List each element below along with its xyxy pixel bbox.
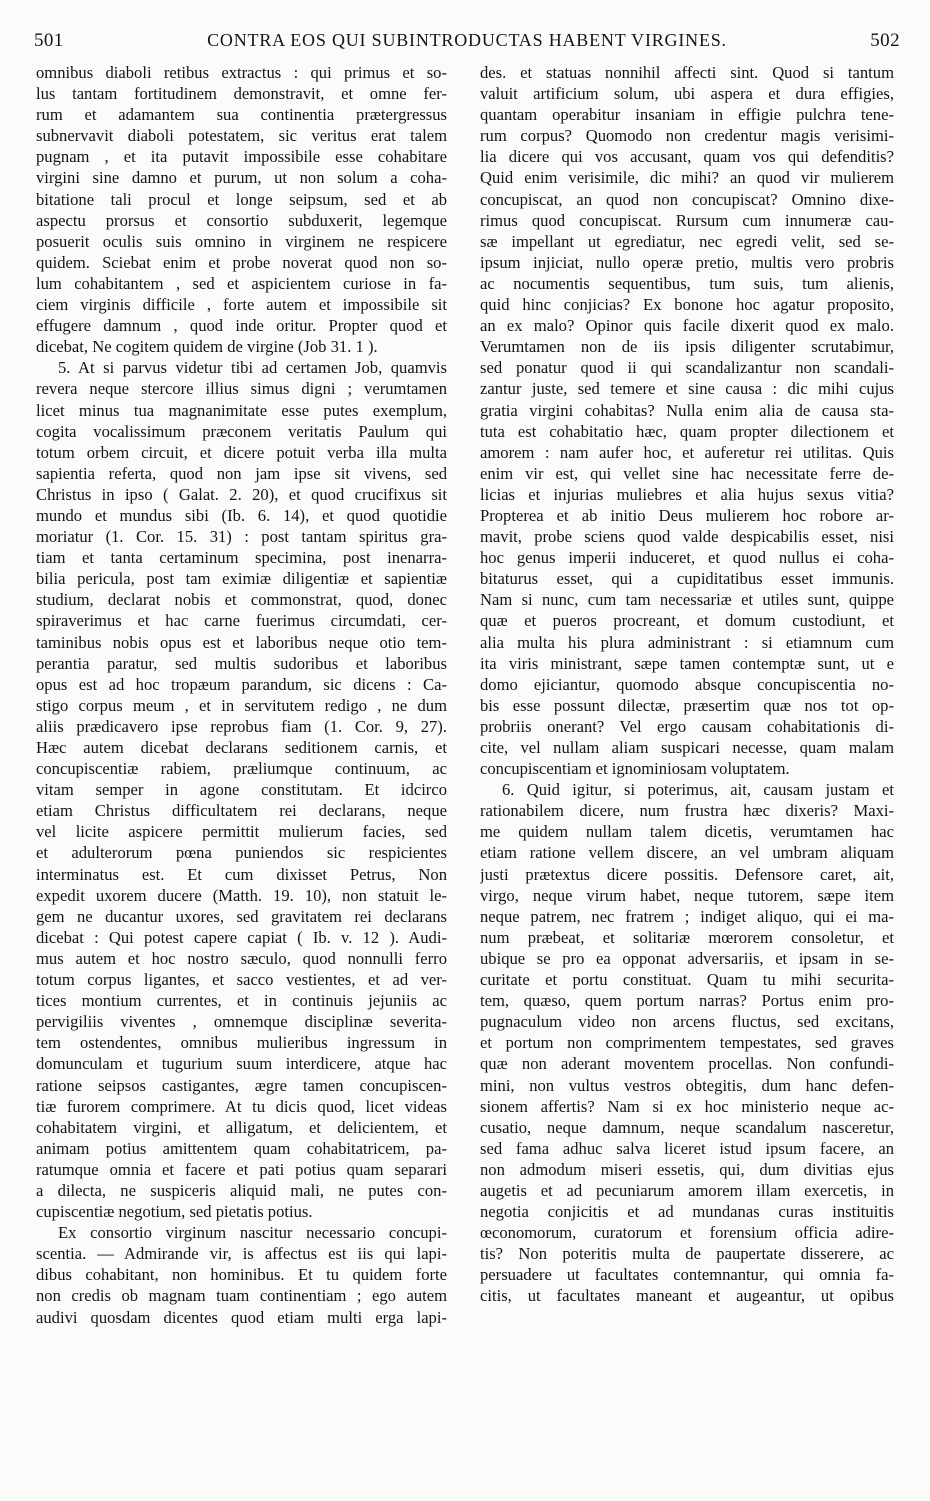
text-line: sapientia referta, quod non jam ipse sit vivens, sed: [36, 463, 447, 483]
text-line: aliis prædicavero ipse reprobus fiam (1. Cor. 9, 27).: [36, 716, 447, 736]
text-line: Christus in ipso ( Galat. 2. 20), et quod crucifixus sit: [36, 484, 447, 504]
text-line: taminibus nobis opus est et laboribus neque otio tem-: [36, 632, 447, 652]
text-line: citis, ut facultates maneant et augeantur, ut opibus: [480, 1286, 894, 1306]
text-line: sæ impellant ut egrediatur, nec egredi velit, sed se-: [480, 231, 894, 251]
text-line: audivi quosdam dicentes quod etiam multi erga lapi-: [36, 1307, 447, 1327]
text-line: tem ostendentes, omnibus mulieribus ingressum in: [36, 1033, 447, 1053]
text-line: bis esse possunt dilectæ, præsertim quæ nos tot op-: [480, 695, 894, 715]
text-line: valuit artificium solum, ubi aspera et dura effigies,: [480, 84, 894, 104]
text-line: tices montium currentes, et in continuis jejuniis ac: [36, 991, 447, 1011]
text-line: virgini sine damno et purum, ut non solum a coha-: [36, 168, 447, 188]
text-line: tem, quæso, quem portum narras? Portus enim pro-: [480, 991, 894, 1011]
text-line: curitate et portu constituat. Quam tu mihi securita-: [480, 970, 894, 990]
text-line: ac nocumentis sequentibus, tum suis, tum alienis,: [480, 273, 894, 293]
text-line: posuerit oculis suis omnino in virginem ne respicere: [36, 231, 447, 251]
text-line: sed ponatur quod ii qui scandalizantur non scandali-: [480, 358, 894, 378]
text-line: lus tantam fortitudinem demonstravit, et omne fer-: [36, 84, 447, 104]
text-line: bitaturus esset, qui a cupiditatibus esset immunis.: [480, 569, 894, 589]
text-line: zantur juste, sed temere et sine causa : dic mihi cujus: [480, 379, 894, 399]
text-line: licias et injurias muliebres et alia hujus sexus vitia?: [480, 484, 894, 504]
text-line: a dilecta, ne suspiceris aliquid mali, ne putes con-: [36, 1180, 447, 1200]
text-line: opus est ad hoc tropæum parandum, sic dicens : Ca-: [36, 674, 447, 694]
text-line: scentia. — Admirande vir, is affectus est iis qui lapi-: [36, 1244, 447, 1264]
running-header: [34, 30, 900, 60]
text-line: Hæc autem dicebat declarans seditionem carnis, et: [36, 738, 447, 757]
text-line: dibus cohabitant, non hominibus. Et tu quidem forte: [36, 1265, 447, 1285]
text-line: an ex malo? Opinor quis facile dixerit quod ex malo.: [480, 316, 894, 336]
text-line: augetis et ad pecuniarum amorem illam exercetis, in: [480, 1180, 894, 1200]
text-line: stigo corpus meum , et in servitutem redigo , ne dum: [36, 695, 447, 715]
text-line: gem ne ducantur uxores, sed gravitatem rei declarans: [36, 906, 447, 926]
text-line: animam potius amittentem quam cohabitatricem, pa-: [36, 1138, 447, 1158]
text-line: licet minus tua magnanimitate esse putes exemplum,: [36, 400, 447, 420]
text-line: bilia pericula, post tam eximiæ diligentiæ et sapientiæ: [36, 569, 447, 589]
text-line: mundo et mundus sibi (Ib. 6. 14), et quod quotidie: [36, 505, 447, 525]
text-line: domunculam et tugurium suum interdicere, atque hac: [36, 1054, 447, 1074]
text-line: hoc genus imperii induceret, et quod nullus ei coha-: [480, 548, 894, 568]
text-line: dicebat, Ne cogitem quidem de virgine (Job 31. 1 ).: [36, 337, 378, 357]
text-line: subnervavit diaboli potestatem, sic veritus erat talem: [36, 126, 447, 146]
text-line: perantia paratur, sed multis sudoribus et laboribus: [36, 653, 447, 673]
text-line: concupiscentiæ rabiem, præliumque continuum, ac: [36, 759, 447, 779]
text-line: ipsum injiciat, nullo operæ pretio, multis vero probris: [480, 252, 894, 272]
text-line: justi prætextus dicere possitis. Defensore caret, ait,: [480, 864, 894, 884]
text-line: interminatus est. Et cum dixisset Petrus, Non: [36, 864, 447, 884]
text-line: dicebat : Qui potest capere capiat ( Ib. v. 12 ). Audi-: [36, 927, 447, 947]
text-line: Nam si nunc, cum tam necessariæ et utiles sunt, quippe: [480, 590, 894, 610]
text-line: spiraverimus et hac carne fuerimus circumdati, cer-: [36, 611, 447, 631]
text-line: expedit uxorem ducere (Matth. 19. 10), non statuit le-: [36, 885, 447, 905]
text-line: concupiscentiam et ignominiosam voluptatem.: [480, 759, 790, 779]
text-line: non credis ob magnam tuam continentiam ; ego autem: [36, 1286, 447, 1306]
text-line: Quid enim verisimile, dic mihi? an quod vir mulierem: [480, 168, 894, 188]
text-line: etiam Christus difficultatem rei declarans, neque: [36, 801, 447, 821]
text-line: quæ non aderant moventem procellas. Non confundi-: [480, 1054, 894, 1074]
page-number-right: 502: [870, 30, 900, 51]
left-text-column: [36, 62, 447, 1328]
text-line: rimus quod concupiscat. Rursum cum innumeræ cau-: [480, 210, 894, 230]
text-line: neque patrem, nec fratrem ; indiget aliquo, qui ei ma-: [480, 906, 894, 926]
text-line: Propterea et ab initio Deus mulierem hoc robore ar-: [480, 505, 894, 525]
text-line: cogita vocalissimum præconem veritatis Paulum qui: [36, 421, 447, 441]
text-line: 5. At si parvus videtur tibi ad certamen Job, quamvis: [58, 358, 447, 378]
text-line: cusatio, neque damnum, neque scandalum nasceretur,: [480, 1117, 894, 1137]
text-line: œconomorum, curatorum et forensium officia adire-: [480, 1223, 894, 1243]
text-line: cupiscentiæ negotium, sed pietatis potius.: [36, 1202, 313, 1222]
text-line: ratione seipsos castigantes, ægre tamen concupiscen-: [36, 1075, 447, 1095]
text-line: tiam et tanta certaminum specimina, post inenarra-: [36, 548, 447, 568]
text-line: quæ et pueros procreant, et domum custodiunt, et: [480, 611, 894, 631]
text-line: tis? Non poteritis multa de paupertate disserere, ac: [480, 1244, 894, 1264]
text-line: pervigiliis viventes , omnemque disciplinæ severita-: [36, 1012, 447, 1032]
text-line: mavit, probe sciens quod valde despicabilis esset, nisi: [480, 527, 894, 547]
text-line: me quidem nullam talem dicetis, verumtamen hac: [480, 822, 894, 842]
text-line: tiæ furorem comprimere. At tu dicis quod, licet videas: [36, 1096, 447, 1116]
text-line: ratumque omnia et facere et pati potius quam separari: [36, 1159, 447, 1179]
text-line: et portum non comprimentem tempestates, sed graves: [480, 1033, 894, 1053]
text-line: quantam operabitur insaniam in effigie pulchra tene-: [480, 105, 894, 125]
text-line: 6. Quid igitur, si poterimus, ait, causam justam et: [502, 780, 894, 800]
text-line: lia dicere qui vos accusant, quam vos qui defenditis?: [480, 147, 894, 167]
text-line: persuadere ut facultates contemnantur, qui omnia fa-: [480, 1265, 894, 1285]
text-line: ciem virginis difficile , forte autem et impossibile sit: [36, 295, 447, 315]
text-line: rum corpus? Quomodo non credentur magis verisimi-: [480, 126, 894, 146]
text-line: etiam ratione vellem discere, an vel umbram aliquam: [480, 843, 894, 863]
text-line: moriatur (1. Cor. 15. 31) : post tantam spiritus gra-: [36, 527, 447, 547]
text-line: sed fama adhuc salva liceret istud ipsum facere, an: [480, 1138, 894, 1158]
running-title: CONTRA EOS QUI SUBINTRODUCTAS HABENT VIRGINES.: [207, 30, 727, 50]
text-line: lum cohabitantem , sed et aspicientem curiose in fa-: [36, 273, 447, 293]
text-line: enim vir est, qui vellet sine hac necessitate ferre de-: [480, 463, 894, 483]
page-number-left: 501: [34, 30, 64, 51]
text-line: alia multa his plura administrant : si etiamnum cum: [480, 632, 894, 652]
text-line: des. et statuas nonnihil affecti sint. Quod si tantum: [480, 63, 894, 82]
text-line: totum corpus ligantes, et sacco vestientes, et ad ver-: [36, 970, 447, 990]
text-line: tuta est cohabitatio hæc, quam propter dilectionem et: [480, 421, 894, 441]
text-line: vel licite aspicere permittit mulierum facies, sed: [36, 822, 447, 842]
text-line: pugnam , et ita putavit impossibile esse cohabitare: [36, 147, 447, 167]
text-line: ita viris ministrant, sæpe tamen contemptæ sunt, ut e: [480, 653, 894, 673]
right-text-column: [480, 62, 894, 1307]
text-line: aspectu prorsus et consortio subduxerit, legemque: [36, 210, 447, 230]
text-line: rationabilem dicere, num frustra hæc dixeris? Maxi-: [480, 801, 894, 821]
text-line: quidem. Sciebat enim et probe noverat quod non so-: [36, 252, 447, 272]
text-line: concupiscat, an quod non concupiscat? Omnino dixe-: [480, 189, 894, 209]
text-line: gratia virgini cohabitas? Nulla enim alia de causa sta-: [480, 400, 894, 420]
text-line: omnibus diaboli retibus extractus : qui primus et so-: [36, 63, 447, 82]
text-line: mini, non vultus vestros obtegitis, dum hanc defen-: [480, 1075, 894, 1095]
text-line: Verumtamen non de iis ipsis diligenter scrutabimur,: [480, 337, 894, 357]
text-line: negotia conjicitis et ad mundanas curas instituitis: [480, 1202, 894, 1222]
text-line: et adulterorum pœna puniendos sic respicientes: [36, 843, 447, 863]
text-line: Ex consortio virginum nascitur necessario concupi-: [58, 1223, 447, 1243]
text-line: vitam semper in agone constitutam. Et idcirco: [36, 780, 447, 800]
text-line: sionem affertis? Nam si ex hoc ministerio neque ac-: [480, 1096, 894, 1116]
text-line: probriis onerant? Vel ergo causam cohabitationis di-: [480, 716, 894, 736]
text-line: totum orbem circuit, et dicere potuit verba illa multa: [36, 442, 447, 462]
text-line: pugnaculum video non arcens fluctus, sed excitans,: [480, 1012, 894, 1032]
text-line: ubique se pro ea opponat adversariis, et ipsam in se-: [480, 948, 894, 968]
text-line: cohabitatem virgini, et alligatum, et delicientem, et: [36, 1117, 447, 1137]
text-line: revera neque stercore illius simus digni ; verumtamen: [36, 379, 447, 399]
text-line: domo ejiciantur, quomodo absque concupiscentia no-: [480, 674, 894, 694]
text-line: num præbeat, et solitariæ mœrorem consoletur, et: [480, 927, 894, 947]
text-line: mus autem et hoc nostro sæculo, quod nonnulli ferro: [36, 948, 447, 968]
text-line: quid hinc conjicias? Ex bonone hoc agatur proposito,: [480, 295, 894, 315]
text-line: amorem : nam aufer hoc, et auferetur rei utilitas. Quis: [480, 442, 894, 462]
text-line: rum et adamantem sua continentia prætergressus: [36, 105, 447, 125]
text-line: virgo, neque virum habet, neque tutorem, sæpe item: [480, 885, 894, 905]
text-line: cite, vel nullam aliam suspicari necesse, quam malam: [480, 738, 894, 757]
text-line: non admodum miseri essetis, qui, dum divitias ejus: [480, 1159, 894, 1179]
text-line: effugere damnum , quod inde oritur. Propter quod et: [36, 316, 447, 336]
text-line: studium, declarat nobis et commonstrat, quod, donec: [36, 590, 447, 610]
text-line: bitatione tali procul et longe seipsum, sed et ab: [36, 189, 447, 209]
